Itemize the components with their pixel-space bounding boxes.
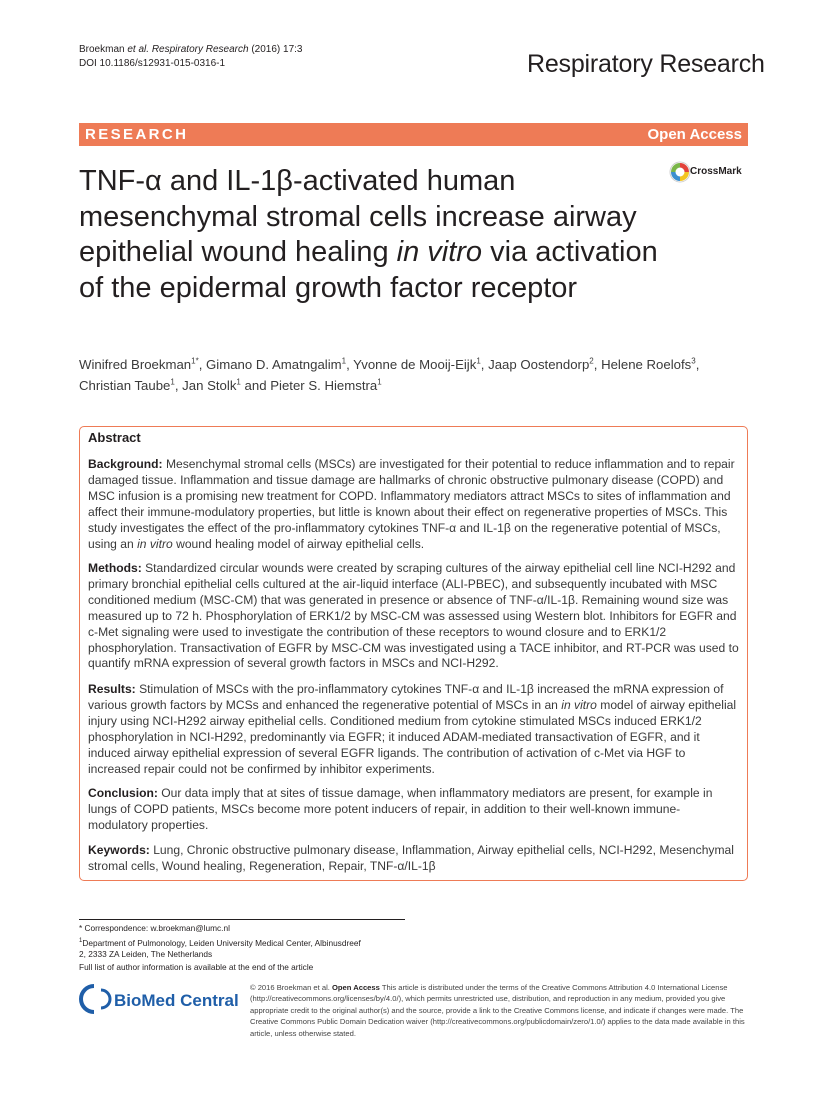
citation-journal: Respiratory Research	[151, 44, 249, 55]
author-name[interactable]: Gimano D. Amatngalim	[206, 357, 342, 372]
abstract-heading: Abstract	[88, 430, 141, 445]
results-italic: in vitro	[561, 697, 597, 712]
title-text-2: via activation of the epidermal growth factor receptor	[79, 236, 658, 304]
methods-label: Methods:	[88, 561, 142, 575]
background-label: Background:	[88, 457, 163, 471]
author-name[interactable]: Christian Taube	[79, 378, 171, 393]
crossmark-badge[interactable]	[669, 160, 749, 184]
citation-doi[interactable]: DOI 10.1186/s12931-015-0316-1	[79, 58, 226, 69]
abstract-methods	[88, 561, 740, 672]
affiliation-sup: 1	[79, 938, 83, 944]
citation-authors: Broekman	[79, 44, 128, 55]
author-list: Winifred Broekman$^{1*}$, Gimano D. Amatngalim$^1$, Yvonne de Mooij-Eijk$^1$, Jaap Oostendorp$^2$, Helene Roelofs$^3$, Christian Taube$^1$, Jan Stolk$^1$ and Pieter S. Hiemstra$^1$	[79, 356, 700, 393]
open-access-label: Open Access	[647, 126, 742, 143]
abstract-background	[88, 457, 740, 552]
author-joiner: and	[244, 378, 267, 393]
author-affiliation-sup: 1*	[191, 356, 199, 366]
results-text-2: model of airway epithelial injury using NCI-H292 airway epithelial cells. Conditioned medium from cytokine stimulated MSCs induced ERK1/2 phosphorylation in NCI-H292, predominantly via EGFR; it induced ADAM-mediated transactivation of EGFR, and it induced airway epithelial expression of several EGFR ligands. The contribution of activation of c-Met via HGF to increased repair could not be confirmed by inhibitor experiments.	[88, 697, 737, 776]
author-affiliation-sup: 1	[377, 377, 382, 387]
citation-year-volume: (2016) 17:3	[251, 44, 303, 55]
conclusion-label: Conclusion:	[88, 786, 158, 800]
author-affiliation-sup: 1	[170, 377, 175, 387]
author-name[interactable]: Pieter S. Hiemstra	[270, 378, 378, 393]
citation-line	[79, 43, 302, 57]
title-italic: in vitro	[396, 236, 483, 268]
biomed-central-icon	[79, 980, 239, 1020]
research-label: RESEARCH	[85, 126, 189, 143]
author-name[interactable]: Yvonne de Mooij-Eijk	[353, 357, 477, 372]
background-text-1: Mesenchymal stromal cells (MSCs) are investigated for their potential to reduce inflammation and to repair damaged tissue. Inflammation and tissue damage are hallmarks of chronic obstructive pulmonary disease (COPD) and MSC infusion is a promising new treatment for COPD. Inflammatory mediators attract MSCs to sites of inflammation and affect their immune-modulatory properties, but little is known about their effect on regenerative properties of MSCs. This study investigates the effect of the pro-inflammatory cytokines TNF-α and IL-1β on the regenerative potential of MSCs, using an	[88, 457, 735, 551]
results-text-1: Stimulation of MSCs with the pro-inflammatory cytokines TNF-α and IL-1β increased the mRNA expression of various growth factors by MCSs and enhanced the regenerative potential of MSCs in an	[88, 682, 724, 712]
keywords-label: Keywords:	[88, 843, 150, 857]
biomed-central-text: BioMed Central	[114, 991, 239, 1010]
abstract-results	[88, 682, 740, 777]
article-title	[79, 164, 679, 306]
biomed-central-logo[interactable]	[79, 980, 239, 1020]
license-copyright: © 2016 Broekman et al.	[250, 983, 332, 992]
conclusion-text: Our data imply that at sites of tissue damage, when inflammatory mediators are present, for example in lungs of COPD patients, MSCs become more potent inducers of repair, in addition to their well-known immune-modulatory properties.	[88, 786, 713, 832]
footnote-divider	[79, 919, 405, 920]
background-italic: in vitro	[137, 536, 173, 551]
results-label: Results:	[88, 682, 136, 696]
author-name[interactable]: Helene Roelofs	[601, 357, 692, 372]
author-affiliation-sup: 2	[589, 356, 594, 366]
author-name[interactable]: Jaap Oostendorp	[488, 357, 590, 372]
correspondence-note[interactable]: * Correspondence: w.broekman@lumc.nl	[79, 923, 230, 933]
affiliation-line-2: 2, 2333 ZA Leiden, The Netherlands	[79, 949, 213, 959]
license-body: This article is distributed under the terms of the Creative Commons Attribution 4.0 International License (http://creativecommons.org/licenses/by/4.0/), which permits unrestricted use, distribution, and reproduction in any medium, provided you give appropriate credit to the original author(s) and the source, provide a link to the Creative Commons license, and indicate if changes were made. The Creative Commons Public Domain Dedication waiver (http://creativecommons.org/publicdomain/zero/1.0/) applies to the data made available in this article, unless otherwise stated.	[250, 983, 745, 1038]
author-affiliation-sup: 1	[341, 356, 347, 366]
article-type-banner	[79, 123, 748, 146]
license-open-access: Open Access	[332, 983, 380, 992]
full-list-note: Full list of author information is available at the end of the article	[79, 962, 314, 972]
author-affiliation-sup: 3	[691, 356, 696, 366]
abstract-conclusion	[88, 786, 740, 834]
license-text	[250, 982, 748, 1039]
author-affiliation-sup: 1	[476, 356, 481, 366]
keywords-text: Lung, Chronic obstructive pulmonary disease, Inflammation, Airway epithelial cells, NCI-H292, Mesenchymal stromal cells, Wound healing, Regeneration, Repair, TNF-α/IL-1β	[88, 843, 734, 873]
citation-block	[79, 43, 302, 71]
crossmark-label: CrossMark	[690, 166, 742, 177]
title-text-1: TNF-α and IL-1β-activated human mesenchymal stromal cells increase airway epithelial wound healing	[79, 165, 637, 268]
abstract-keywords	[88, 843, 740, 875]
author-name[interactable]: Jan Stolk	[182, 378, 237, 393]
author-name[interactable]: Winifred Broekman	[79, 357, 192, 372]
methods-text: Standardized circular wounds were created by scraping cultures of the airway epithelial cell line NCI-H292 and primary bronchial epithelial cells cultured at the air-liquid interface (ALI-PBEC), and subsequently incubated with MSC conditioned medium (MSC-CM) that was generated in presence or absence of TNF-α/IL-1β. Remaining wound size was measured up to 72 h. Phosphorylation of ERK1/2 by MSC-CM was assessed using Western blot. Inhibitors for EGFR and c-Met signaling were used to investigate the contribution of these receptors to wound closure and to ERK1/2 phosphorylation. Transactivation of EGFR by MSC-CM was investigated using a TACE inhibitor, and RT-PCR was used to quantify mRNA expression of several growth factors in MSCs and NCI-H292.	[88, 561, 739, 671]
author-affiliation-sup: 1	[236, 377, 241, 387]
citation-et-al: et al.	[127, 44, 150, 55]
affiliation-line-1: Department of Pulmonology, Leiden University Medical Center, Albinusdreef	[82, 937, 361, 948]
background-text-2: wound healing model of airway epithelial cells.	[172, 536, 425, 551]
journal-title: Respiratory Research	[527, 50, 765, 78]
